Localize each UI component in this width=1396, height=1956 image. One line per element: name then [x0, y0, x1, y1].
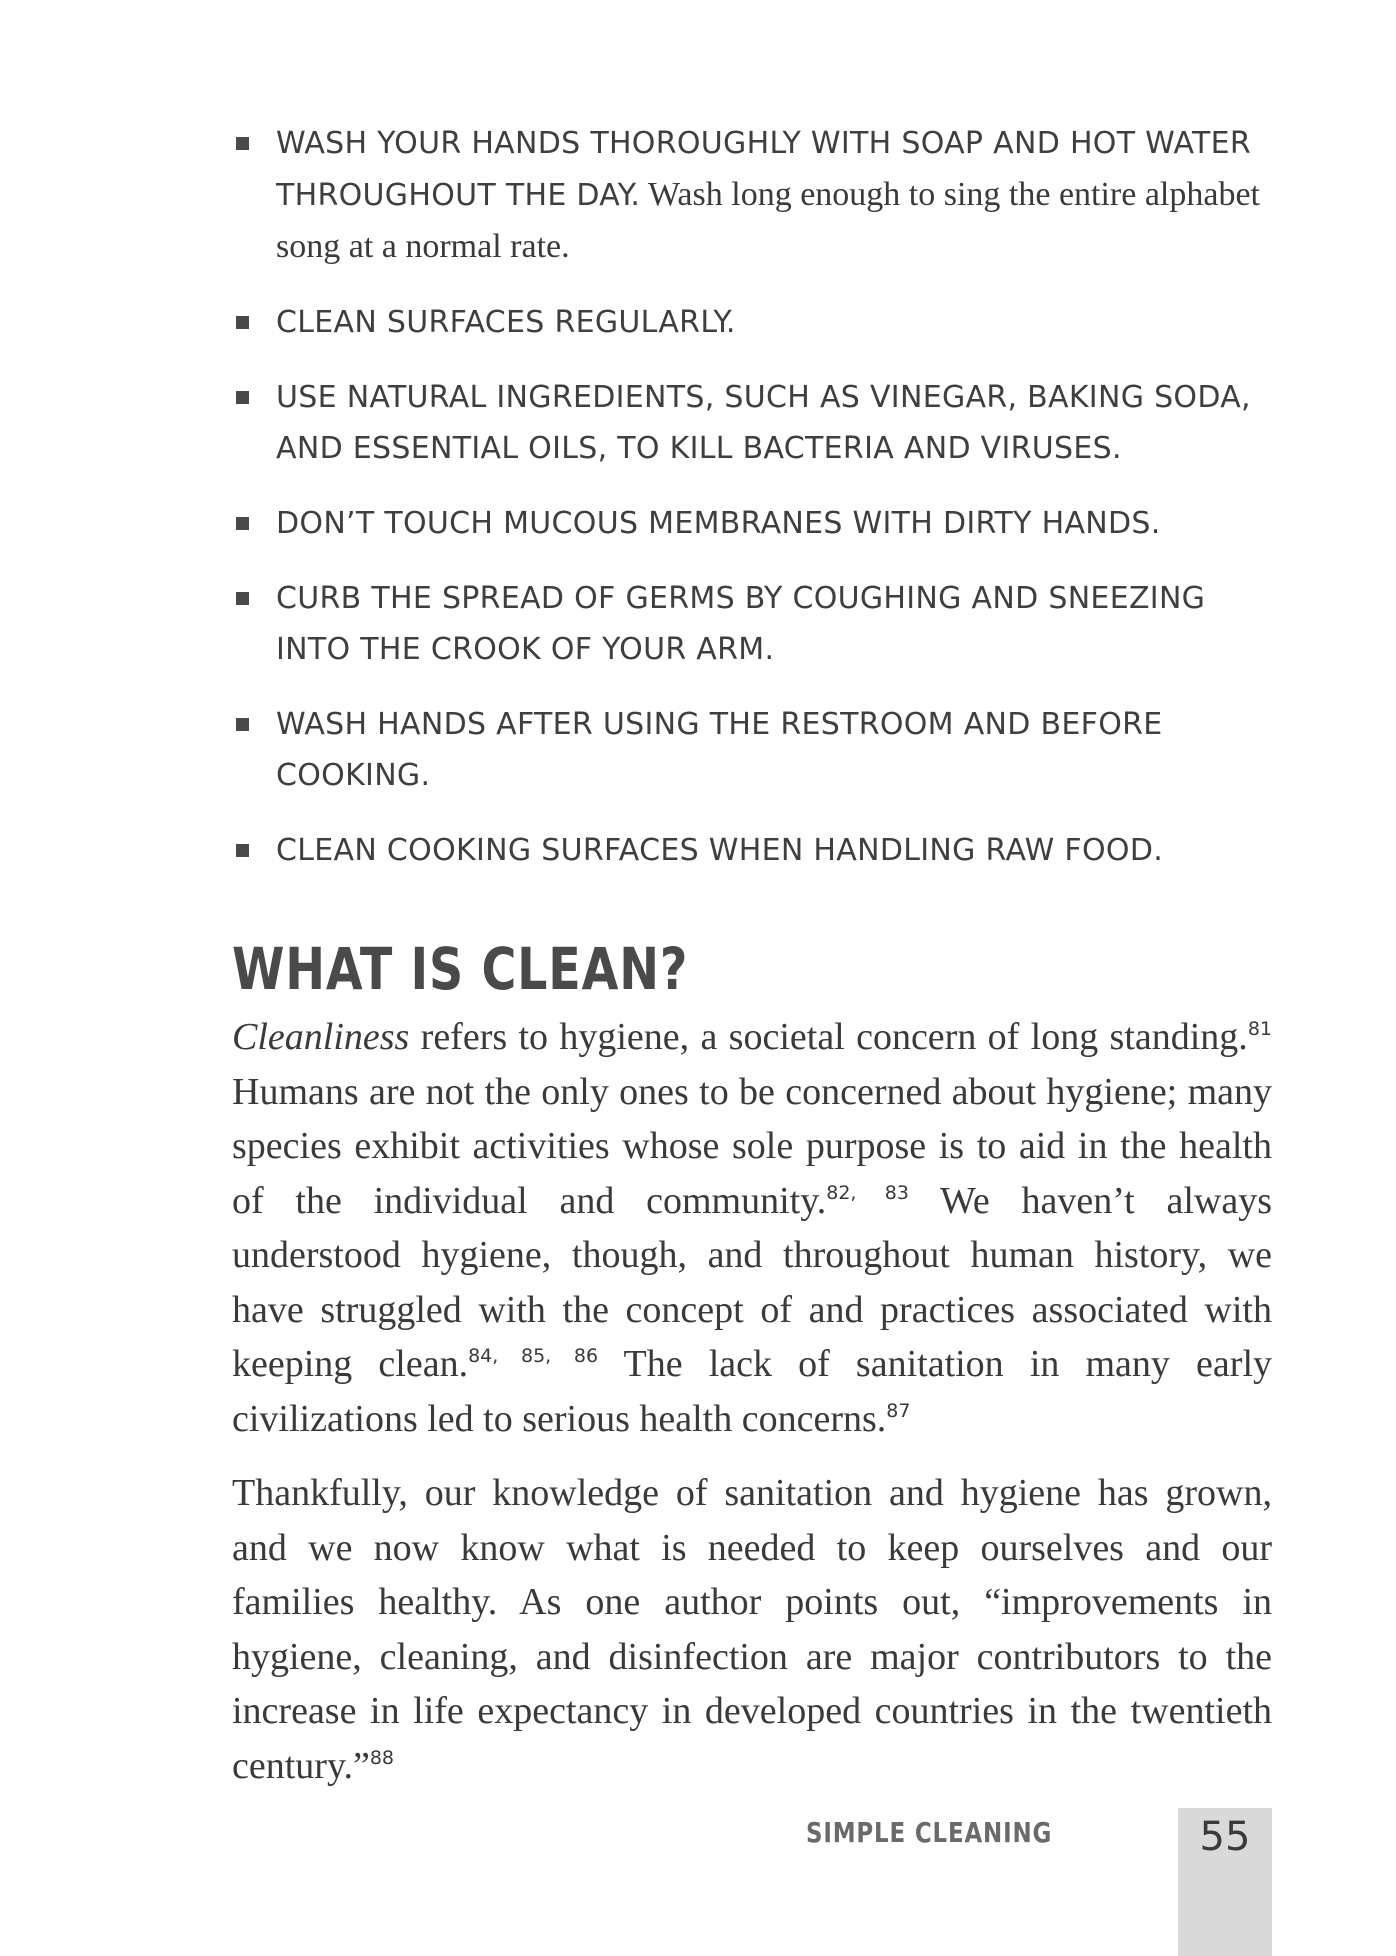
bullet-lead: WASH HANDS AFTER USING THE RESTROOM AND BEFORE COOKING. — [276, 707, 1163, 793]
bullet-lead: DON’T TOUCH MUCOUS MEMBRANES WITH DIRTY HANDS. — [276, 506, 1161, 541]
list-item — [232, 372, 1272, 474]
footnote-ref: 87 — [886, 1399, 911, 1422]
square-bullet-icon — [236, 718, 249, 731]
section-heading: WHAT IS CLEAN? — [232, 935, 689, 1003]
square-bullet-icon — [236, 137, 249, 150]
square-bullet-icon — [236, 844, 249, 857]
page-number: 55 — [1199, 1814, 1251, 1860]
square-bullet-icon — [236, 391, 249, 404]
square-bullet-icon — [236, 517, 249, 530]
list-item — [232, 118, 1272, 273]
footnote-ref: 81 — [1247, 1018, 1272, 1040]
list-item — [232, 699, 1272, 801]
body-paragraph — [232, 1010, 1272, 1446]
body-paragraph — [232, 1466, 1272, 1793]
bullet-lead: USE NATURAL INGREDIENTS, SUCH AS VINEGAR, BAKING SODA, AND ESSENTIAL OILS, TO KILL BACTERIA AND VIRUSES. — [276, 380, 1251, 466]
footnote-ref: 88 — [369, 1746, 395, 1769]
tips-list — [232, 118, 1272, 900]
bullet-lead: CLEAN COOKING SURFACES WHEN HANDLING RAW FOOD. — [276, 833, 1164, 868]
bullet-lead: CLEAN SURFACES REGULARLY. — [276, 305, 736, 340]
square-bullet-icon — [236, 592, 249, 605]
italic-term: Cleanliness — [232, 1016, 410, 1058]
running-title: SIMPLE CLEANING — [805, 1816, 1052, 1849]
body-text: refers to hygiene, a societal concern of long standing. — [409, 1016, 1248, 1058]
footnote-ref: 82, 83 — [826, 1181, 909, 1204]
list-item — [232, 297, 1272, 348]
bullet-lead: WASH YOUR HANDS THOROUGHLY WITH SOAP AND HOT WATER THROUGHOUT THE DAY. — [276, 126, 1252, 213]
list-item — [232, 573, 1272, 675]
body-text: Humans are not the only ones to be concerned about hygiene; many species exhibit activities whose sole purpose is to aid in the health of the individual and community. — [232, 1070, 1272, 1222]
bullet-text: Wash long enough to sing the entire alphabet song at a normal rate. — [276, 176, 1261, 265]
page-number-tab — [1178, 1808, 1272, 1956]
body-text: The lack of sanitation in many early civilizations led to serious health concerns. — [232, 1343, 1273, 1440]
square-bullet-icon — [236, 316, 249, 329]
footnote-ref: 84, 85, 86 — [468, 1345, 599, 1367]
list-item — [232, 498, 1272, 549]
bullet-lead: CURB THE SPREAD OF GERMS BY COUGHING AND SNEEZING INTO THE CROOK OF YOUR ARM. — [276, 581, 1206, 667]
list-item — [232, 825, 1272, 876]
body-text: We haven’t always understood hygiene, though, and throughout human history, we have struggled with the concept of and practices associated with keeping clean. — [232, 1179, 1273, 1385]
body-text: Thankfully, our knowledge of sanitation and hygiene has grown, and we now know what is needed to keep ourselves and our families healthy. As one author points out, “improvements in hygiene, cleaning, and disinfection are major contributors to the increase in life expectancy in developed countries in the twentieth century.” — [232, 1472, 1272, 1787]
